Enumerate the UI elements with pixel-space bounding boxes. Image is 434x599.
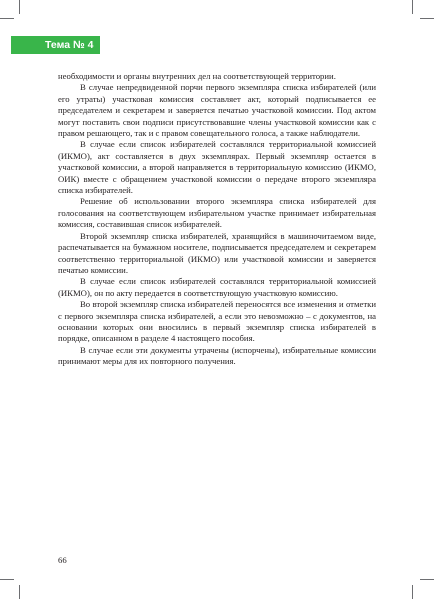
paragraph: В случае если эти документы утрачены (испорчены), избирательные комиссии принимают меры для их повторного получения. [58,344,376,367]
crop-mark-bottom-right [412,585,413,599]
paragraph: В случае если список избирателей составлялся территориальной комиссией (ИКМО), акт составляется в двух экземплярах. Первый экземпляр остается в участковой комиссии, а второй направляется в территориальную комиссию (ИКМО, ОИК) вместе с обращением участковой комиссии о передаче второго экземпляра списка избирателей. [58,139,376,196]
crop-mark-top-right [412,0,413,14]
paragraph: Решение об использовании второго экземпляра списка избирателей для голосования на соответствующем избирательном участке принимает избирательная комиссия, составившая список избирателей. [58,196,376,230]
paragraph: Во второй экземпляр списка избирателей переносятся все изменения и отметки с первого экземпляра списка избирателей, а если это невозможно – с документов, на основании которых они вносились в первый экземпляр списка избирателей в порядке, описанном в разделе 4 настоящего пособия. [58,299,376,344]
topic-banner [11,36,100,54]
crop-mark-right-bottom [420,579,434,580]
topic-label: Тема № 4 [45,39,94,51]
paragraph-continuation: необходимости и органы внутренних дел на соответствующей территории. [58,71,336,81]
page-number: 66 [58,555,67,565]
body-text [58,71,376,368]
paragraph: В случае непредвиденной порчи первого экземпляра списка избирателей (или его утраты) участковая комиссия составляет акт, который подписывается ее председателем и секретарем и заверяется печатью участковой комиссии. Под актом могут поставить свои подписи присутствовавшие члены участковой комиссии как с правом решающего, так и с правом совещательного голоса, а также наблюдатели. [58,82,376,139]
crop-mark-top-left [19,0,20,14]
paragraph: В случае если список избирателей составлялся территориальной комиссией (ИКМО), он по акту передается в соответствующую участковую комиссию. [58,276,376,298]
crop-mark-left-bottom [0,579,14,580]
paragraph: Второй экземпляр списка избирателей, хранящийся в машиночитаемом виде, распечатывается на бумажном носителе, подписывается председателем и секретарем соответственно территориальной (ИКМО) или участковой комиссии и заверяется печатью комиссии. [58,230,376,275]
crop-mark-left-top [0,18,14,19]
crop-mark-right-top [420,18,434,19]
crop-mark-bottom-left [19,585,20,599]
